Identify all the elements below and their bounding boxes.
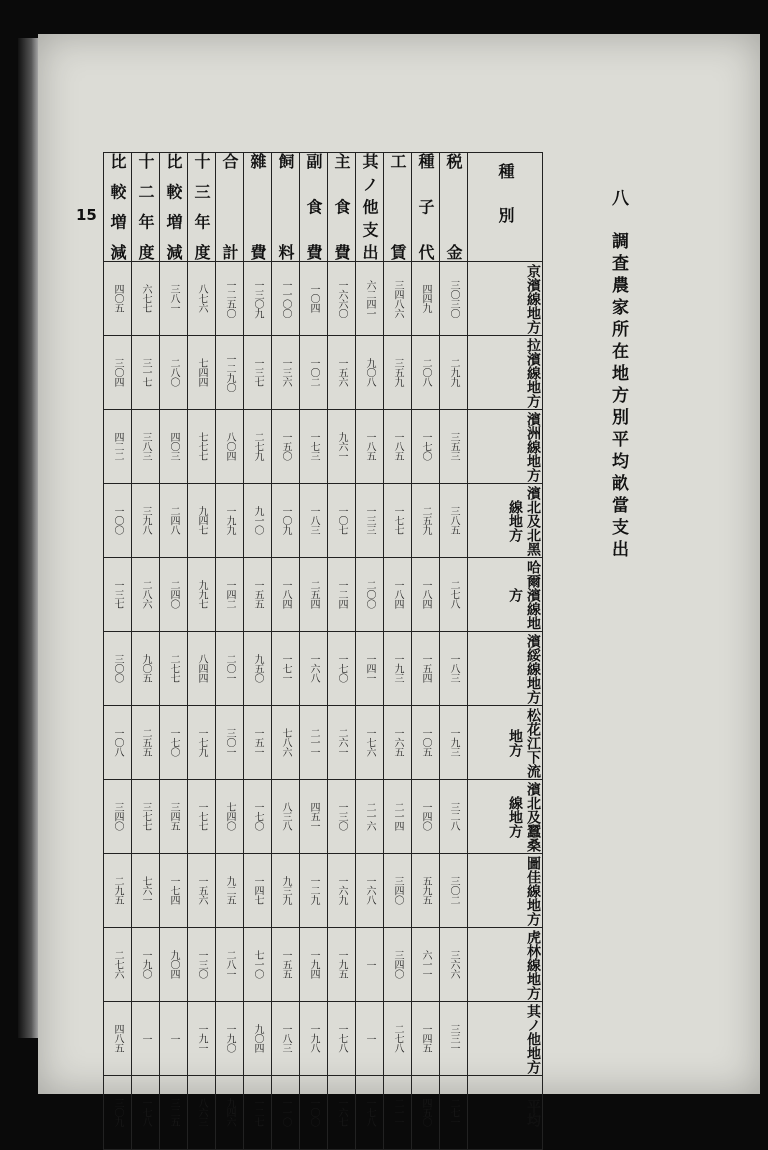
table-cell: 二七六 xyxy=(112,950,123,979)
table-row xyxy=(104,854,543,928)
table-cell: 一九一 xyxy=(196,1024,207,1053)
row-header: 濱北及北黑線地方 xyxy=(507,485,541,556)
table-cell: 一九三 xyxy=(448,728,459,757)
table-cell: 一 xyxy=(168,1033,179,1044)
row-header: 圖佳線地方 xyxy=(525,855,541,926)
table-cell: 九四七 xyxy=(196,506,207,535)
table-cell: 七六一 xyxy=(140,876,151,905)
table-cell: 三二八 xyxy=(448,802,459,831)
table-cell: 三五三 xyxy=(448,432,459,461)
table-cell: 一〇八 xyxy=(112,728,123,757)
table-cell: 一五五 xyxy=(280,950,291,979)
table-cell: 一五四 xyxy=(420,654,431,683)
table-cell: 一七八 xyxy=(140,1098,151,1127)
table-cell: 一七三 xyxy=(308,432,319,461)
table-cell: 一七〇 xyxy=(168,728,179,757)
table-cell: 一八四 xyxy=(420,580,431,609)
table-cell: 一三三 xyxy=(364,506,375,535)
table-cell: 九三九 xyxy=(280,876,291,905)
table-cell: 三八五 xyxy=(448,506,459,535)
header-row xyxy=(104,153,543,262)
table-cell: 一一〇 xyxy=(280,1098,291,1127)
table-cell: 二一四 xyxy=(392,802,403,831)
table-cell: 九〇四 xyxy=(252,1024,263,1053)
table-cell: 一〇七 xyxy=(336,506,347,535)
table-cell: 一二五〇 xyxy=(224,279,235,318)
table-cell: 一二九 xyxy=(308,876,319,905)
row-header: 平均 xyxy=(525,1098,541,1127)
table-cell: 二七九 xyxy=(252,432,263,461)
table-cell: 二七八 xyxy=(448,580,459,609)
table-cell: 八三八 xyxy=(280,802,291,831)
row-header: 濱洲線地方 xyxy=(525,411,541,482)
table-cell: 二九五 xyxy=(112,876,123,905)
expenditure-table xyxy=(103,152,543,1150)
table-cell: 二七一 xyxy=(448,1098,459,1127)
table-cell: 一二四 xyxy=(336,580,347,609)
table-cell: 七一〇 xyxy=(252,950,263,979)
table-cell: 一八三 xyxy=(448,654,459,683)
table-cell: 二七八 xyxy=(392,1024,403,1053)
table-cell: 四八五 xyxy=(112,1024,123,1053)
table-cell: 一九四 xyxy=(308,950,319,979)
table-cell: 一五六 xyxy=(196,876,207,905)
table-cell: 一七一 xyxy=(280,654,291,683)
column-header: 工賃 xyxy=(388,153,407,261)
column-header: 雜費 xyxy=(248,153,267,261)
table-cell: 二〇八 xyxy=(420,358,431,387)
table-cell: 三〇四 xyxy=(112,358,123,387)
table-cell: 一五六 xyxy=(336,358,347,387)
table-cell: 二四八 xyxy=(168,506,179,535)
table-cell: 八〇四 xyxy=(224,432,235,461)
table-cell: 五九五 xyxy=(420,876,431,905)
table-cell: 一五〇 xyxy=(280,432,291,461)
table-cell: 一〇九 xyxy=(280,506,291,535)
table-cell: 一 xyxy=(140,1033,151,1044)
table-cell: 二八六 xyxy=(140,580,151,609)
table-cell: 二〇一 xyxy=(224,654,235,683)
table-cell: 一三〇 xyxy=(196,950,207,979)
table-cell: 二一一 xyxy=(308,728,319,757)
table-cell: 一七七 xyxy=(196,802,207,831)
table-cell: 一三六 xyxy=(280,358,291,387)
table-cell: 一七七 xyxy=(392,506,403,535)
table-cell: 一六六〇 xyxy=(336,279,347,318)
row-header: 京濱線地方 xyxy=(525,263,541,334)
table-cell: 一一〇〇 xyxy=(280,279,291,318)
table-cell: 二〇〇 xyxy=(364,580,375,609)
table-cell: 三〇二 xyxy=(448,876,459,905)
table-cell: 一六八 xyxy=(364,876,375,905)
column-header: 種子代 xyxy=(416,153,435,261)
table-cell: 四二二 xyxy=(112,432,123,461)
column-header: 主食費 xyxy=(332,153,351,261)
row-header: 拉濱線地方 xyxy=(525,337,541,408)
table-cell: 一〇〇 xyxy=(308,1098,319,1127)
table-cell: 九六一 xyxy=(336,432,347,461)
table-cell: 一七四 xyxy=(168,876,179,905)
table-cell: 三四〇 xyxy=(392,876,403,905)
row-header: 虎林線地方 xyxy=(525,929,541,1000)
table-cell: 二一一 xyxy=(392,1098,403,1127)
table-cell: 三〇九 xyxy=(112,1098,123,1127)
table-cell: 四〇三 xyxy=(168,432,179,461)
table-cell: 六一一 xyxy=(420,950,431,979)
corner-label: 種別 xyxy=(496,163,515,251)
table-cell: 一六八 xyxy=(308,654,319,683)
page-edge xyxy=(18,38,40,1038)
table-cell: 一〇五 xyxy=(420,728,431,757)
table-cell: 一八三 xyxy=(308,506,319,535)
table-cell: 一七〇 xyxy=(336,654,347,683)
table-cell: 四五一 xyxy=(308,802,319,831)
table-cell: 一六七 xyxy=(336,1098,347,1127)
table-cell: 一三〇九 xyxy=(252,279,263,318)
table-cell: 一 xyxy=(364,959,375,970)
table-row xyxy=(104,558,543,632)
column-header: 十三年度 xyxy=(192,153,211,261)
table-row xyxy=(104,1002,543,1076)
table-cell: 一六五 xyxy=(392,728,403,757)
table-row xyxy=(104,336,543,410)
table-cell: 二六一 xyxy=(336,728,347,757)
table-cell: 三四〇 xyxy=(112,802,123,831)
column-header: 十二年度 xyxy=(136,153,155,261)
table-cell: 三三一 xyxy=(448,1024,459,1053)
table-cell: 一九三 xyxy=(392,654,403,683)
table-cell: 一四二 xyxy=(224,580,235,609)
table-cell: 三八三 xyxy=(140,432,151,461)
column-header: 比較増減 xyxy=(108,153,127,261)
table-cell: 一五五 xyxy=(252,580,263,609)
table-cell: 三六六 xyxy=(448,950,459,979)
table-cell: 一四五 xyxy=(420,1024,431,1053)
table-cell: 三四五 xyxy=(168,802,179,831)
table-row xyxy=(104,1076,543,1150)
table-title: 調査農家所在地方別平均畝當支出 xyxy=(608,232,628,562)
table-cell: 三四八六 xyxy=(392,279,403,318)
table-cell: 四〇五 xyxy=(112,284,123,313)
table-cell: 一九〇 xyxy=(140,950,151,979)
table-cell: 一三七 xyxy=(112,580,123,609)
table-cell: 四五〇 xyxy=(420,1098,431,1127)
row-header: 松花江下流地方 xyxy=(507,707,541,778)
table-cell: 三九八 xyxy=(140,506,151,535)
table-row xyxy=(104,632,543,706)
table-cell: 八四四 xyxy=(196,654,207,683)
table-cell: 一八四 xyxy=(280,580,291,609)
table-cell: 八六三 xyxy=(196,1098,207,1127)
table-cell: 二五五 xyxy=(140,728,151,757)
column-header: 副食費 xyxy=(304,153,323,261)
table-cell: 一九八 xyxy=(308,1024,319,1053)
table-cell: 一七九 xyxy=(196,728,207,757)
row-header: 其ノ他地方 xyxy=(525,1003,541,1074)
section-number: 八 xyxy=(612,189,629,209)
table-cell: 九〇八 xyxy=(364,358,375,387)
table-row xyxy=(104,928,543,1002)
table-cell: 一〇四 xyxy=(308,284,319,313)
table-cell: 一四〇 xyxy=(420,802,431,831)
table-cell: 七八六 xyxy=(280,728,291,757)
table-cell: 二四〇 xyxy=(168,580,179,609)
table-cell: 一三〇 xyxy=(336,802,347,831)
table-cell: 三八一 xyxy=(168,284,179,313)
column-header: 合計 xyxy=(220,153,239,261)
table-row xyxy=(104,706,543,780)
table-row xyxy=(104,262,543,336)
table-cell: 四四九 xyxy=(420,284,431,313)
table-cell: 一七六 xyxy=(364,728,375,757)
table-cell: 九五〇 xyxy=(252,654,263,683)
table-cell: 一二七 xyxy=(252,1098,263,1127)
table-cell: 二八一 xyxy=(224,950,235,979)
page-number: 15 xyxy=(76,206,97,224)
table-cell: 九九七 xyxy=(196,580,207,609)
table-cell: 九四六 xyxy=(224,1098,235,1127)
table-cell: 三二五 xyxy=(168,1098,179,1127)
table-cell: 一九九 xyxy=(224,506,235,535)
table-cell: 二七七 xyxy=(168,654,179,683)
table-cell: 一〇二 xyxy=(308,358,319,387)
table-cell: 七四四 xyxy=(196,358,207,387)
table-cell: 一 xyxy=(364,1033,375,1044)
row-header: 哈爾濱線地方 xyxy=(507,559,541,630)
table-cell: 六七七 xyxy=(140,284,151,313)
table-cell: 一三七 xyxy=(252,358,263,387)
table-cell: 一七八 xyxy=(336,1024,347,1053)
table-cell: 三〇一 xyxy=(224,728,235,757)
table-cell: 六二四一 xyxy=(364,279,375,318)
table-cell: 九二五 xyxy=(224,876,235,905)
table-cell: 二九九 xyxy=(448,358,459,387)
table-cell: 三五九 xyxy=(392,358,403,387)
table-cell: 九〇五 xyxy=(140,654,151,683)
table-cell: 二八〇 xyxy=(168,358,179,387)
table-cell: 一八五 xyxy=(364,432,375,461)
table-cell: 二一六 xyxy=(364,802,375,831)
table-row xyxy=(104,484,543,558)
table-cell: 二五四 xyxy=(308,580,319,609)
table-cell: 三七七 xyxy=(140,802,151,831)
row-header: 濱北及蠶桑線地方 xyxy=(507,781,541,852)
table-cell: 一四七 xyxy=(252,876,263,905)
table-cell: 一七八 xyxy=(364,1098,375,1127)
column-header: 比較増減 xyxy=(164,153,183,261)
table-cell: 一四一 xyxy=(364,654,375,683)
table-cell: 三一七 xyxy=(140,358,151,387)
table-cell: 九一〇 xyxy=(252,506,263,535)
table-cell: 三〇三〇 xyxy=(448,279,459,318)
table-cell: 三〇〇 xyxy=(112,654,123,683)
table-cell: 一七〇 xyxy=(420,432,431,461)
table-cell: 一六九 xyxy=(336,876,347,905)
table-cell: 七四〇 xyxy=(224,802,235,831)
table-cell: 一二九〇 xyxy=(224,353,235,392)
table-cell: 九〇四 xyxy=(168,950,179,979)
table-row xyxy=(104,410,543,484)
table-cell: 一八五 xyxy=(392,432,403,461)
table-cell: 一九〇 xyxy=(224,1024,235,1053)
table-cell: 一九五 xyxy=(336,950,347,979)
table-cell: 二五九 xyxy=(420,506,431,535)
row-header: 濱綏線地方 xyxy=(525,633,541,704)
table-cell: 一七〇 xyxy=(252,802,263,831)
table-cell: 一八三 xyxy=(280,1024,291,1053)
table-cell: 七七七 xyxy=(196,432,207,461)
table-row xyxy=(104,780,543,854)
column-header: 税金 xyxy=(444,153,463,261)
column-header: 飼料 xyxy=(276,153,295,261)
table-cell: 八七六 xyxy=(196,284,207,313)
table-cell: 三四〇 xyxy=(392,950,403,979)
table-cell: 一八四 xyxy=(392,580,403,609)
column-header: 其ノ他支出 xyxy=(360,153,379,261)
table-cell: 一〇〇 xyxy=(112,506,123,535)
table-cell: 一五一 xyxy=(252,728,263,757)
